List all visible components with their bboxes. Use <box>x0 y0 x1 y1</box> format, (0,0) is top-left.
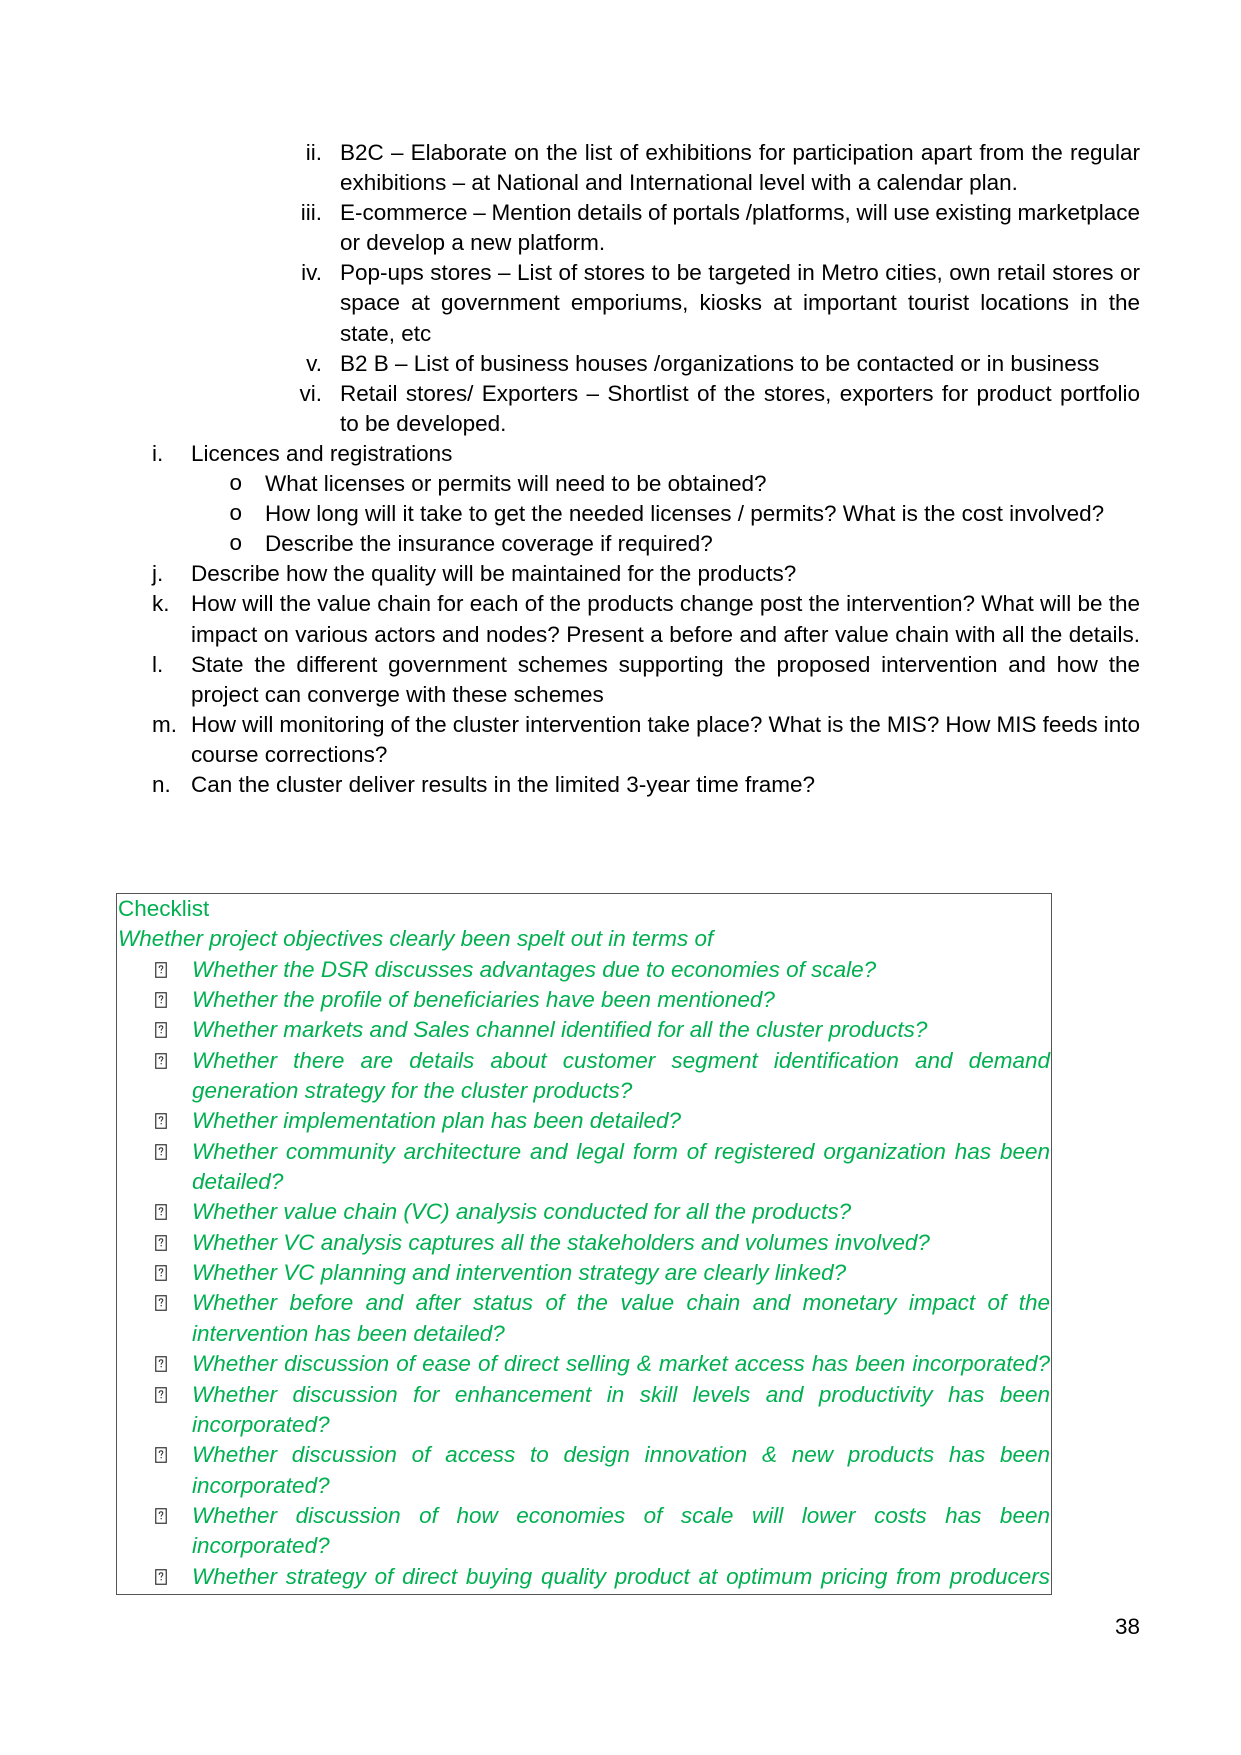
sub-list-item <box>0 349 1241 379</box>
document-body <box>0 138 1241 800</box>
checklist-item-line: intervention has been detailed? <box>192 1320 505 1346</box>
checkbox-glyph-icon <box>155 1508 167 1524</box>
checklist-item-line: Whether implementation plan has been detailed? <box>192 1108 682 1134</box>
checklist-item-line: Whether the DSR discusses advantages due to economies of scale? <box>192 956 877 982</box>
checklist-item-line: Whether before and after status of the value chain and monetary impact of the <box>192 1290 1050 1316</box>
sub-list-item <box>0 138 1241 198</box>
list-item-text <box>191 589 1140 649</box>
checklist-item-line: Whether value chain (VC) analysis conducted for all the products? <box>192 1199 852 1225</box>
list-item-text <box>340 198 1140 258</box>
checkbox-glyph-icon <box>155 1113 167 1129</box>
list-item-line: E-commerce – Mention details of portals /platforms, will use existing marketplace <box>340 200 1140 226</box>
list-marker: vi. <box>299 380 322 406</box>
checklist-item-line: Whether VC analysis captures all the stakeholders and volumes involved? <box>192 1229 930 1255</box>
list-marker: k. <box>152 591 170 617</box>
checklist-item <box>117 1562 1051 1592</box>
checkbox-glyph-icon <box>155 1265 167 1281</box>
checklist-item <box>117 1440 1051 1501</box>
list-item-line: What licenses or permits will need to be obtained? <box>265 471 767 497</box>
list-item-line: exhibitions – at National and International level with a calendar plan. <box>340 170 1018 196</box>
checklist-item-line: Whether strategy of direct buying quality product at optimum pricing from producers <box>192 1563 1050 1589</box>
checklist-item <box>117 1197 1051 1227</box>
list-item-text <box>191 559 1140 589</box>
list-item-line: Licences and registrations <box>191 440 453 466</box>
checklist-item <box>117 1380 1051 1441</box>
list-item-line: impact on various actors and nodes? Present a before and after value chain with all the details. <box>191 621 1140 647</box>
list-item-line: State the different government schemes supporting the proposed intervention and how the <box>191 651 1140 677</box>
list-marker: i. <box>152 440 164 466</box>
checkbox-glyph-icon <box>155 1144 167 1160</box>
checklist-item-line: incorporated? <box>192 1472 330 1498</box>
checklist-item <box>117 1137 1051 1198</box>
checklist-item <box>117 985 1051 1015</box>
checklist-item-line: Whether community architecture and legal form of registered organization has been <box>192 1138 1050 1164</box>
main-list-item <box>0 710 1241 770</box>
checklist-intro: Whether project objectives clearly been spelt out in terms of <box>118 926 714 952</box>
sub-list-item <box>0 198 1241 258</box>
list-item-line: or develop a new platform. <box>340 230 606 256</box>
bullet-marker: o <box>229 471 243 498</box>
checklist-item-line: Whether the profile of beneficiaries have been mentioned? <box>192 987 775 1013</box>
list-item-text <box>191 650 1140 710</box>
checklist-title: Checklist <box>118 896 210 921</box>
bullet-item <box>0 499 1241 529</box>
checkbox-glyph-icon <box>155 1387 167 1403</box>
checkbox-glyph-icon <box>155 1356 167 1372</box>
checklist-item <box>117 1106 1051 1136</box>
list-item-line: How will monitoring of the cluster intervention take place? What is the MIS? How MIS feeds into <box>191 711 1140 737</box>
sub-list-item <box>0 379 1241 439</box>
checklist-box <box>116 893 1052 1595</box>
checklist-item-line: incorporated? <box>192 1533 330 1559</box>
checkbox-glyph-icon <box>155 1447 167 1463</box>
list-item-line: Can the cluster deliver results in the limited 3-year time frame? <box>191 771 816 797</box>
checkbox-glyph-icon <box>155 1022 167 1038</box>
checkbox-glyph-icon <box>155 1295 167 1311</box>
list-marker: iii. <box>300 200 322 226</box>
list-item-line: space at government emporiums, kiosks at important tourist locations in the <box>340 290 1140 316</box>
bullet-text <box>265 469 1140 499</box>
list-item-line: Pop-ups stores – List of stores to be targeted in Metro cities, own retail stores or <box>340 260 1140 286</box>
checklist-item <box>117 955 1051 985</box>
list-item-text <box>191 439 1140 469</box>
checklist-item-line: Whether discussion of how economies of scale will lower costs has been <box>192 1502 1050 1528</box>
bullet-marker: o <box>229 501 243 528</box>
bullet-text <box>265 529 1140 559</box>
list-item-text <box>340 138 1140 198</box>
list-item-line: project can converge with these schemes <box>191 681 604 707</box>
checklist-item-line: Whether discussion of ease of direct selling & market access has been incorporated? <box>192 1351 1050 1377</box>
main-list-item <box>0 589 1241 649</box>
checkbox-glyph-icon <box>155 1204 167 1220</box>
checkbox-glyph-icon <box>155 1569 167 1585</box>
checklist-item-line: Whether VC planning and intervention strategy are clearly linked? <box>192 1260 847 1286</box>
checklist-item-line: Whether discussion of access to design innovation & new products has been <box>192 1442 1050 1468</box>
checkbox-glyph-icon <box>155 962 167 978</box>
list-marker: j. <box>152 561 164 587</box>
list-item-line: to be developed. <box>340 410 507 436</box>
checklist-item-line: Whether there are details about customer segment identification and demand <box>192 1047 1050 1073</box>
checklist-item-line: detailed? <box>192 1169 284 1195</box>
checklist-item <box>117 1258 1051 1288</box>
main-list-item <box>0 439 1241 469</box>
list-item-line: course corrections? <box>191 741 388 767</box>
checklist-item-line: Whether markets and Sales channel identified for all the cluster products? <box>192 1017 928 1043</box>
main-list-item <box>0 770 1241 800</box>
checklist-item <box>117 1501 1051 1562</box>
list-item-text <box>340 349 1140 379</box>
page-number: 38 <box>1114 1614 1140 1639</box>
checklist-item <box>117 1349 1051 1379</box>
checkbox-glyph-icon <box>155 1235 167 1251</box>
list-item-line: Describe the insurance coverage if required? <box>265 531 713 557</box>
sub-list-item <box>0 258 1241 348</box>
list-item-text <box>340 258 1140 348</box>
list-item-line: How will the value chain for each of the products change post the intervention? What will be the <box>191 591 1140 617</box>
list-marker: n. <box>152 771 171 797</box>
checklist-item-line: Whether discussion for enhancement in skill levels and productivity has been <box>192 1381 1050 1407</box>
list-marker: v. <box>306 350 322 376</box>
checkbox-glyph-icon <box>155 992 167 1008</box>
checklist-item-line: generation strategy for the cluster products? <box>192 1078 633 1104</box>
list-item-text <box>340 379 1140 439</box>
main-list-item <box>0 559 1241 589</box>
list-item-text <box>191 710 1140 770</box>
checklist-item <box>117 1015 1051 1045</box>
list-item-line: B2 B – List of business houses /organizations to be contacted or in business <box>340 350 1100 376</box>
list-marker: ii. <box>305 140 322 165</box>
checklist-item-line: incorporated? <box>192 1411 330 1437</box>
list-item-line: state, etc <box>340 320 432 346</box>
bullet-marker: o <box>229 531 243 558</box>
bullet-text <box>265 499 1140 529</box>
list-item-line: How long will it take to get the needed licenses / permits? What is the cost involved? <box>265 501 1105 527</box>
main-list-item <box>0 650 1241 710</box>
checklist-item <box>117 1046 1051 1107</box>
list-item-line: Describe how the quality will be maintained for the products? <box>191 561 797 587</box>
list-marker: m. <box>152 711 177 737</box>
list-item-line: Retail stores/ Exporters – Shortlist of the stores, exporters for product portfolio <box>340 380 1140 406</box>
bullet-item <box>0 529 1241 559</box>
list-marker: l. <box>152 651 164 677</box>
bullet-item <box>0 469 1241 499</box>
checklist-item <box>117 1228 1051 1258</box>
checkbox-glyph-icon <box>155 1053 167 1069</box>
checklist-item <box>117 1288 1051 1349</box>
list-item-line: B2C – Elaborate on the list of exhibitions for participation apart from the regular <box>340 140 1140 165</box>
list-marker: iv. <box>301 260 322 286</box>
list-item-text <box>191 770 1140 800</box>
